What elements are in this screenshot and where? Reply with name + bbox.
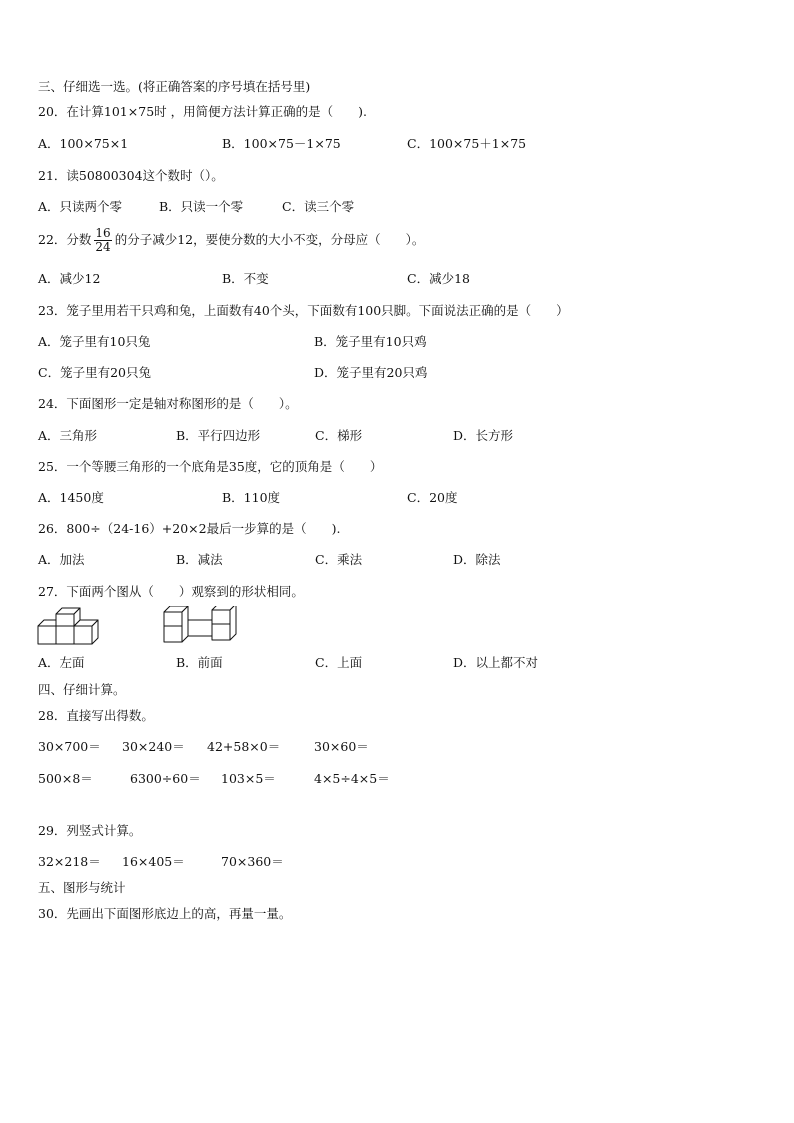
q22-option-c: C．减少18 bbox=[407, 271, 470, 286]
q24-option-c: C．梯形 bbox=[315, 428, 363, 443]
q21-stem: 21．读50800304这个数时（）。 bbox=[38, 168, 224, 183]
q27-option-c: C．上面 bbox=[315, 655, 363, 670]
q29-item: 70×360＝ bbox=[221, 854, 284, 869]
q26-option-a: A．加法 bbox=[38, 552, 85, 567]
q22-fraction-numerator: 16 bbox=[95, 226, 111, 240]
q28-item: 30×700＝ bbox=[38, 739, 101, 754]
q25-option-a: A．1450度 bbox=[38, 490, 104, 505]
q29-item: 32×218＝ bbox=[38, 854, 101, 869]
q24-stem: 24．下面图形一定是轴对称图形的是（ ）。 bbox=[38, 396, 298, 411]
q23-option-b: B．笼子里有10只鸡 bbox=[314, 334, 427, 349]
q28-item: 500×8＝ bbox=[38, 771, 93, 786]
q26-option-c: C．乘法 bbox=[315, 552, 363, 567]
q23-option-a: A．笼子里有10只兔 bbox=[38, 334, 151, 349]
q28-item: 4×5÷4×5＝ bbox=[314, 771, 390, 786]
q28-item: 30×240＝ bbox=[122, 739, 185, 754]
q22-fraction bbox=[94, 227, 111, 254]
q26-stem: 26．800÷（24-16）+20×2最后一步算的是（ ). bbox=[38, 521, 341, 536]
q22-option-b: B．不变 bbox=[222, 271, 269, 286]
q22-option-a: A．减少12 bbox=[38, 271, 101, 286]
q25-option-c: C．20度 bbox=[407, 490, 458, 505]
q20-option-c: C．100×75＋1×75 bbox=[407, 136, 527, 151]
q25-option-b: B．110度 bbox=[222, 490, 281, 505]
q29-item: 16×405＝ bbox=[122, 854, 185, 869]
q27-option-b: B．前面 bbox=[176, 655, 223, 670]
q21-option-c: C．读三个零 bbox=[282, 199, 355, 214]
q23-option-d: D．笼子里有20只鸡 bbox=[314, 365, 428, 380]
q28-item: 6300÷60＝ bbox=[130, 771, 201, 786]
q22-stem-pre: 22．分数 bbox=[38, 232, 92, 247]
q26-option-b: B．减法 bbox=[176, 552, 223, 567]
q28-item: 42+58×0＝ bbox=[207, 739, 281, 754]
cube-figure-1 bbox=[36, 606, 108, 646]
q22-stem bbox=[38, 226, 424, 254]
q25-stem: 25．一个等腰三角形的一个底角是35度，它的顶角是（ ） bbox=[38, 459, 383, 474]
q22-stem-post: 的分子减少12，要使分数的大小不变，分母应（ ）。 bbox=[114, 232, 425, 247]
q20-option-b: B．100×75－1×75 bbox=[222, 136, 341, 151]
section-4-heading: 四、仔细计算。 bbox=[38, 682, 126, 697]
q27-stem: 27．下面两个图从（ ）观察到的形状相同。 bbox=[38, 584, 304, 599]
q24-option-a: A．三角形 bbox=[38, 428, 98, 443]
q24-option-b: B．平行四边形 bbox=[176, 428, 261, 443]
q27-option-a: A．左面 bbox=[38, 655, 85, 670]
q26-option-d: D．除法 bbox=[453, 552, 501, 567]
q20-option-a: A．100×75×1 bbox=[38, 136, 129, 151]
q28-item: 30×60＝ bbox=[314, 739, 369, 754]
q28-stem: 28．直接写出得数。 bbox=[38, 708, 154, 723]
q23-option-c: C．笼子里有20只兔 bbox=[38, 365, 151, 380]
q29-stem: 29．列竖式计算。 bbox=[38, 823, 142, 838]
q22-fraction-denominator: 24 bbox=[95, 240, 111, 254]
q21-option-b: B．只读一个零 bbox=[159, 199, 244, 214]
q21-option-a: A．只读两个零 bbox=[38, 199, 123, 214]
cube-figure-2 bbox=[162, 606, 242, 646]
section-5-heading: 五、图形与统计 bbox=[38, 880, 126, 895]
q30-stem: 30．先画出下面图形底边上的高，再量一量。 bbox=[38, 906, 292, 921]
q24-option-d: D．长方形 bbox=[453, 428, 514, 443]
q20-stem: 20．在计算101×75时 ，用简便方法计算正确的是（ ). bbox=[38, 104, 367, 119]
q23-stem: 23．笼子里用若干只鸡和兔，上面数有40个头，下面数有100只脚。下面说法正确的是（ ） bbox=[38, 303, 569, 318]
q28-item: 103×5＝ bbox=[221, 771, 276, 786]
q27-option-d: D．以上都不对 bbox=[453, 655, 539, 670]
section-3-heading: 三、仔细选一选。(将正确答案的序号填在括号里) bbox=[38, 79, 311, 94]
